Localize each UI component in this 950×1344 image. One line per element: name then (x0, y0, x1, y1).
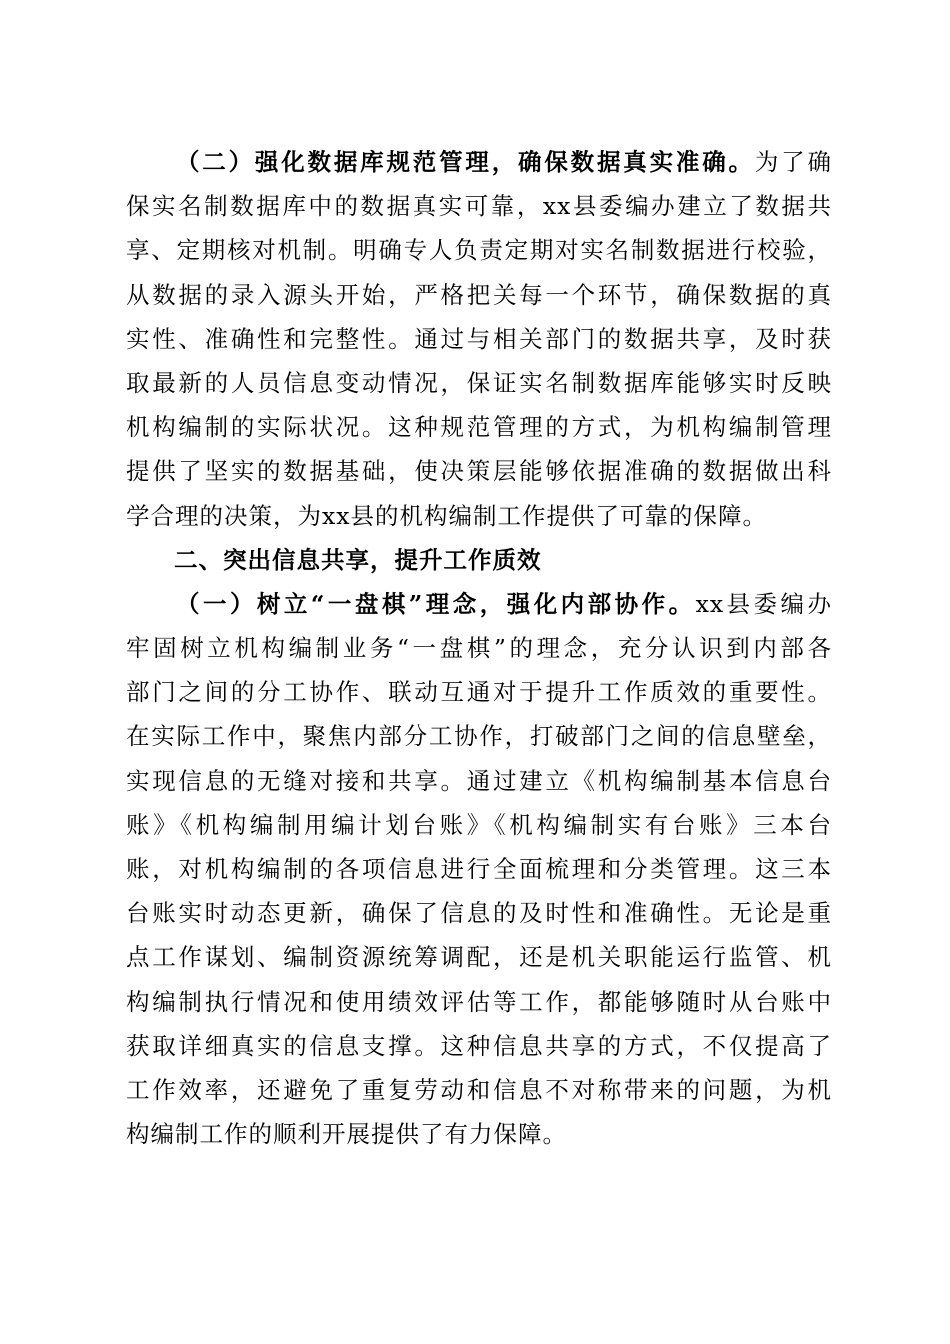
document-body (126, 140, 832, 1156)
section2-line: 账》《机构编制用编计划台账》《机构编制实有台账》三本台 (126, 810, 832, 839)
section1-line: 取最新的人员信息变动情况，保证实名制数据库能够实时反映 (126, 368, 832, 397)
section2-line: 台账实时动态更新，确保了信息的及时性和准确性。无论是重 (126, 899, 832, 928)
section2-line: 部门之间的分工协作、联动互通对于提升工作质效的重要性。 (126, 678, 832, 707)
section2-line: 点工作谋划、编制资源统筹调配，还是机关职能运行监管、机 (126, 943, 832, 972)
section2-line-1-rest: xx县委编办 (695, 589, 832, 618)
section2-lead: （一）树立“一盘棋”理念，强化内部协作。 (176, 589, 696, 618)
section2-line-1 (172, 582, 832, 626)
section2-line: 构编制执行情况和使用绩效评估等工作，都能够随时从台账中 (126, 987, 832, 1016)
section1-line: 享、定期核对机制。明确专人负责定期对实名制数据进行校验， (126, 236, 832, 265)
section1-line: 学合理的决策，为xx县的机构编制工作提供了可靠的保障。 (126, 501, 768, 530)
section2-line: 获取详细真实的信息支撑。这种信息共享的方式，不仅提高了 (126, 1031, 832, 1060)
section1-line: 机构编制的实际状况。这种规范管理的方式，为机构编制管理 (126, 413, 832, 442)
section1-line: 保实名制数据库中的数据真实可靠，xx县委编办建立了数据共 (126, 192, 832, 221)
section2-line: 构编制工作的顺利开展提供了有力保障。 (126, 1120, 567, 1149)
section2-line: 牢固树立机构编制业务“一盘棋”的理念，充分认识到内部各 (126, 634, 832, 663)
section2-line: 在实际工作中，聚焦内部分工协作，打破部门之间的信息壁垒， (126, 722, 832, 751)
section-heading: 二、突出信息共享，提升工作质效 (174, 545, 542, 574)
section2-line: 实现信息的无缝对接和共享。通过建立《机构编制基本信息台 (126, 766, 832, 795)
section1-line: 提供了坚实的数据基础，使决策层能够依据准确的数据做出科 (126, 457, 832, 486)
section1-line-1 (172, 140, 832, 184)
section2-line: 账，对机构编制的各项信息进行全面梳理和分类管理。这三本 (126, 855, 832, 883)
section1-line-1-rest: 为了确 (754, 148, 832, 176)
section2-line: 工作效率，还避免了重复劳动和信息不对称带来的问题，为机 (126, 1075, 832, 1104)
section1-line: 实性、准确性和完整性。通过与相关部门的数据共享，及时获 (126, 324, 832, 353)
section1-line: 从数据的录入源头开始，严格把关每一个环节，确保数据的真 (126, 280, 832, 309)
section1-lead: （二）强化数据库规范管理，确保数据真实准确。 (176, 148, 755, 176)
